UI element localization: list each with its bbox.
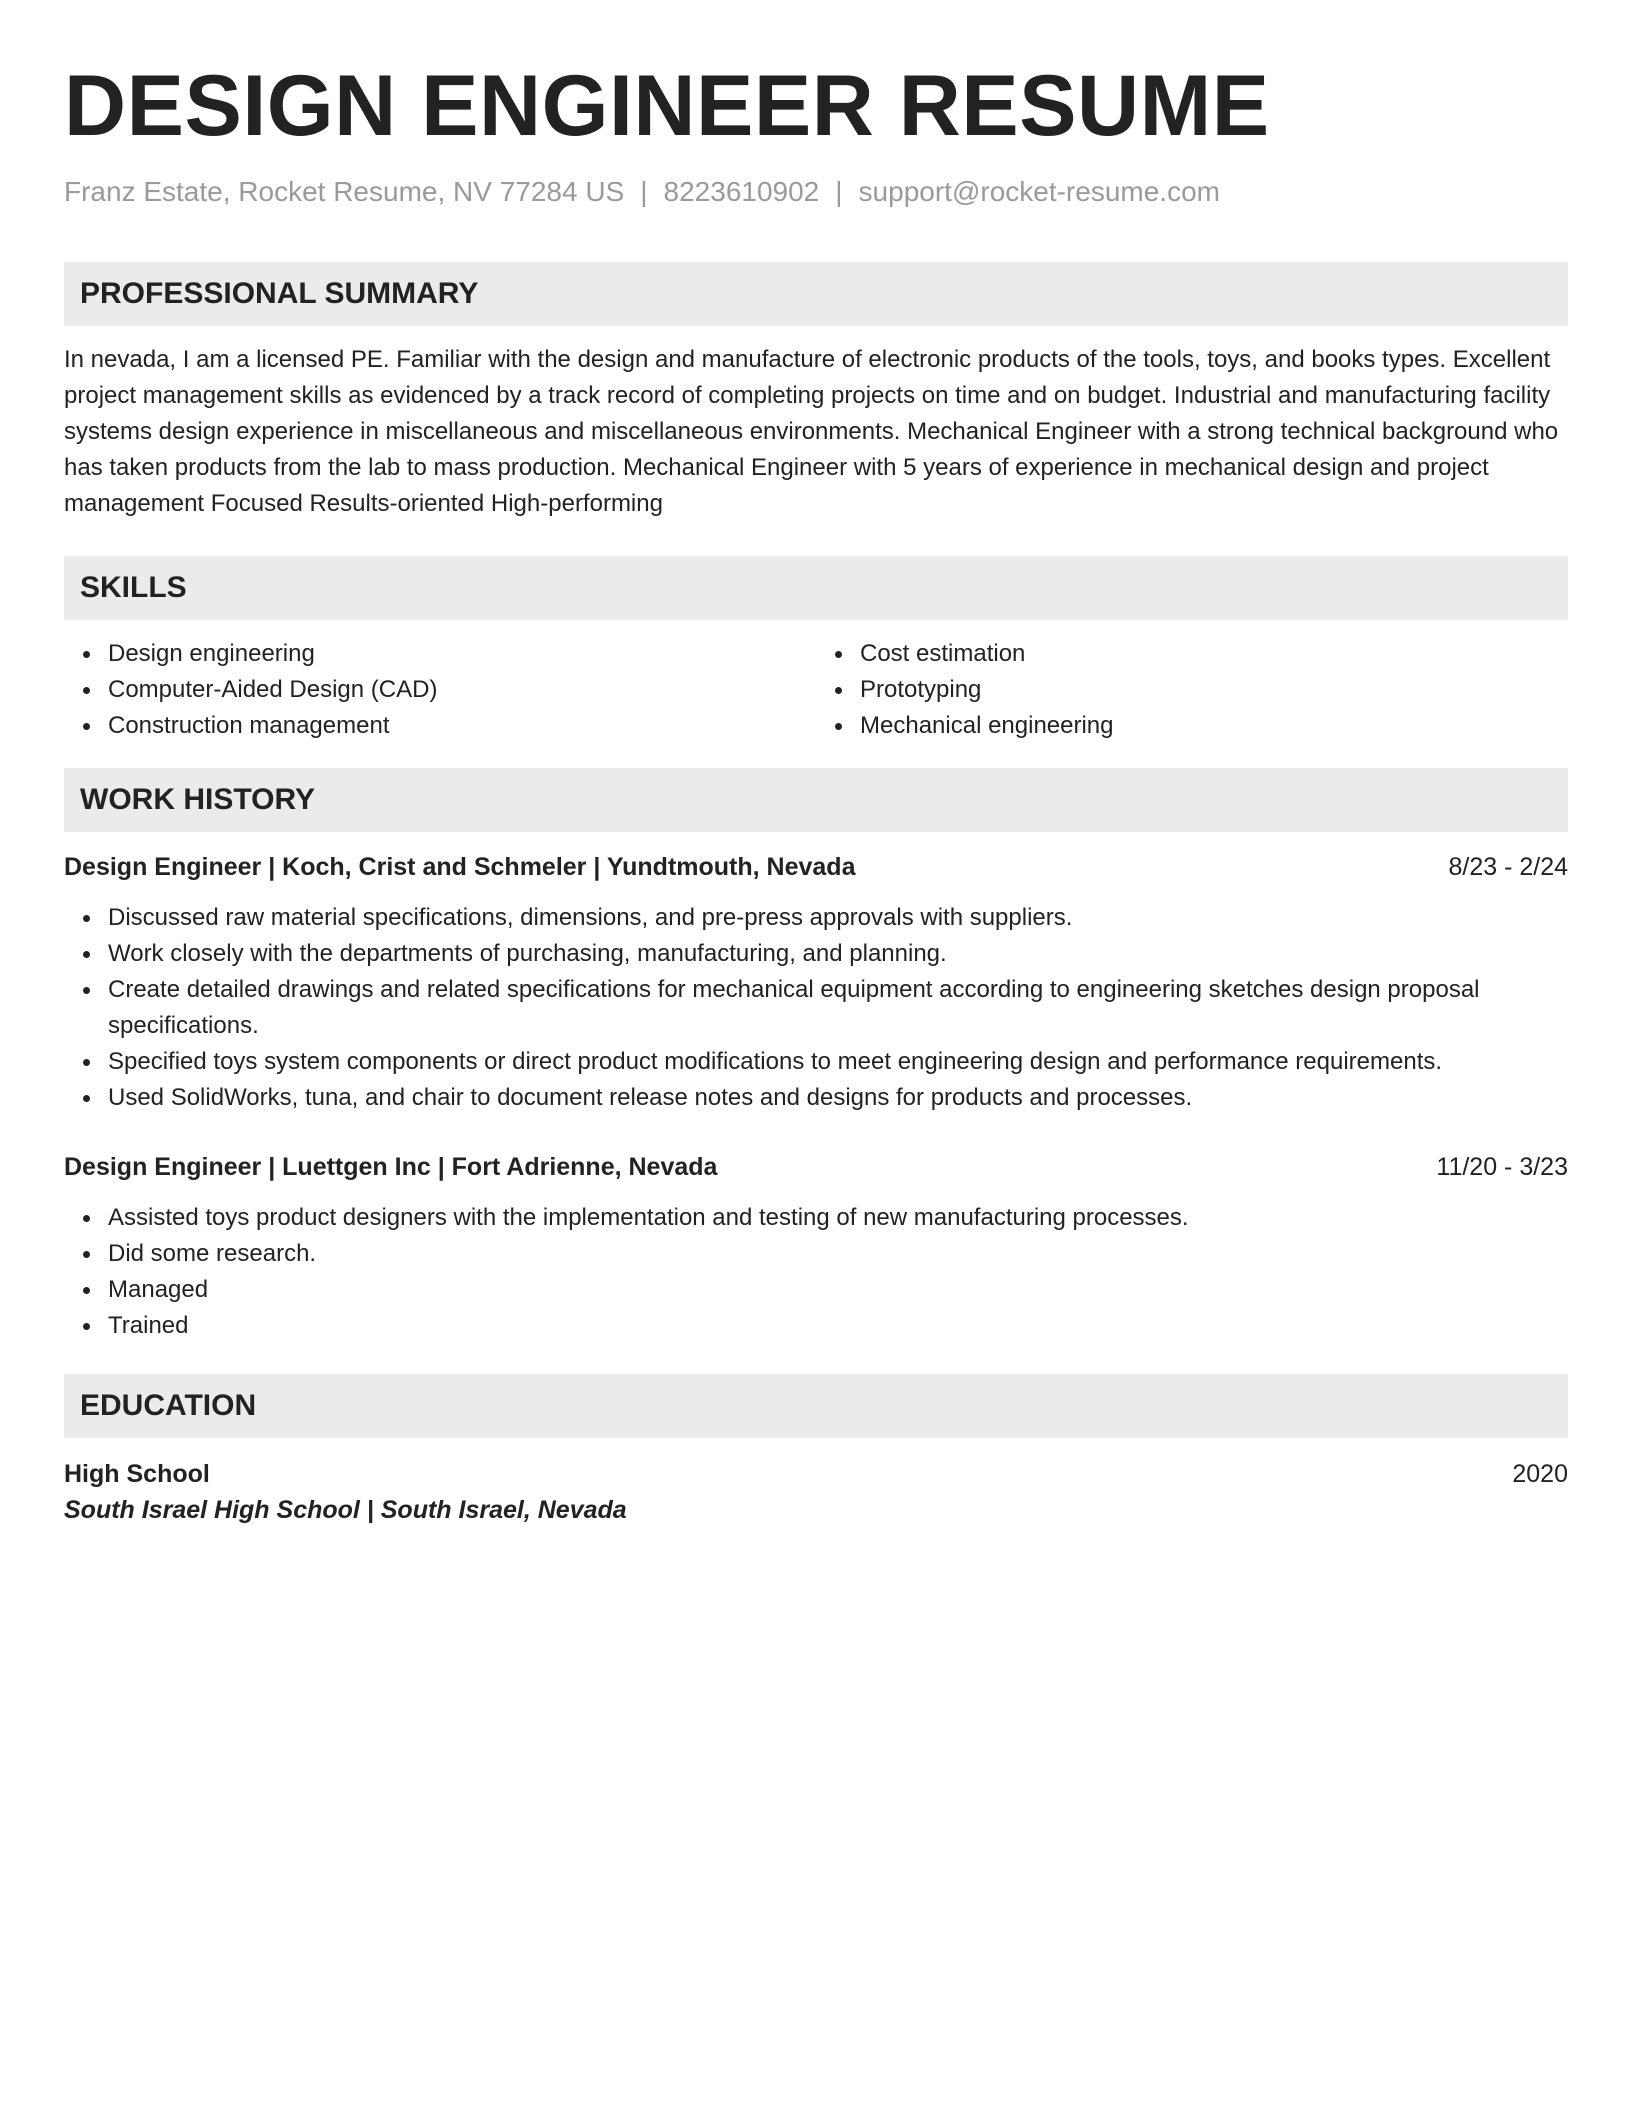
job-bullet-list [64, 1200, 1568, 1344]
contact-separator: | [835, 176, 843, 207]
skills-column-right [816, 636, 1568, 744]
contact-phone: 8223610902 [663, 176, 820, 207]
job-header [64, 850, 1568, 884]
job-dates: 8/23 - 2/24 [1448, 853, 1568, 881]
job-bullet: Managed [108, 1272, 1568, 1308]
section-header-education: EDUCATION [64, 1374, 1568, 1438]
job-bullet: Did some research. [108, 1236, 1568, 1272]
job-bullet: Specified toys system components or direct product modifications to meet engineering design and performance requirements. [108, 1044, 1568, 1080]
job-bullet-list [64, 900, 1568, 1116]
section-header-skills: SKILLS [64, 556, 1568, 620]
summary-text: In nevada, I am a licensed PE. Familiar with the design and manufacture of electronic products of the tools, toys, and books types. Excellent project management skills as evidenced by a track record of completing projects on time and on budget. Industrial and manufacturing facility systems design experience in miscellaneous and miscellaneous environments. Mechanical Engineer with a strong technical background who has taken products from the lab to mass production. Mechanical Engineer with 5 years of experience in mechanical design and project management Focused Results-oriented High-performing [64, 346, 1559, 517]
job-dates: 11/20 - 3/23 [1436, 1153, 1568, 1181]
skill-item: Construction management [108, 708, 816, 744]
skill-item: Prototyping [860, 672, 1568, 708]
skills-column-left [64, 636, 816, 744]
job-bullet: Trained [108, 1308, 1568, 1344]
section-header-summary: PROFESSIONAL SUMMARY [64, 262, 1568, 326]
job-bullet: Discussed raw material specifications, dimensions, and pre-press approvals with suppliers. [108, 900, 1568, 936]
job-bullet: Assisted toys product designers with the implementation and testing of new manufacturing processes. [108, 1200, 1568, 1236]
job-title: Design Engineer | Luettgen Inc | Fort Adrienne, Nevada [64, 1153, 718, 1181]
contact-separator: | [640, 176, 648, 207]
contact-address: Franz Estate, Rocket Resume, NV 77284 US [64, 176, 625, 207]
skill-item: Cost estimation [860, 636, 1568, 672]
education-school: South Israel High School | South Israel, Nevada [64, 1496, 627, 1524]
skills-grid [64, 636, 1568, 744]
job-bullet: Work closely with the departments of purchasing, manufacturing, and planning. [108, 936, 1568, 972]
section-header-work-history: WORK HISTORY [64, 768, 1568, 832]
contact-line [64, 174, 1568, 210]
job-title: Design Engineer | Koch, Crist and Schmeler | Yundtmouth, Nevada [64, 853, 856, 881]
education-year: 2020 [1512, 1460, 1568, 1488]
education-header [64, 1456, 1568, 1492]
skill-item: Design engineering [108, 636, 816, 672]
resume-title: DESIGN ENGINEER RESUME [64, 58, 1270, 154]
job-header [64, 1150, 1568, 1184]
job-bullet: Create detailed drawings and related specifications for mechanical equipment according to engineering sketches design proposal specifications. [108, 972, 1568, 1044]
contact-email[interactable]: support@rocket-resume.com [858, 176, 1220, 207]
education-degree: High School [64, 1460, 210, 1488]
skill-item: Computer-Aided Design (CAD) [108, 672, 816, 708]
skill-item: Mechanical engineering [860, 708, 1568, 744]
job-bullet: Used SolidWorks, tuna, and chair to document release notes and designs for products and processes. [108, 1080, 1568, 1116]
